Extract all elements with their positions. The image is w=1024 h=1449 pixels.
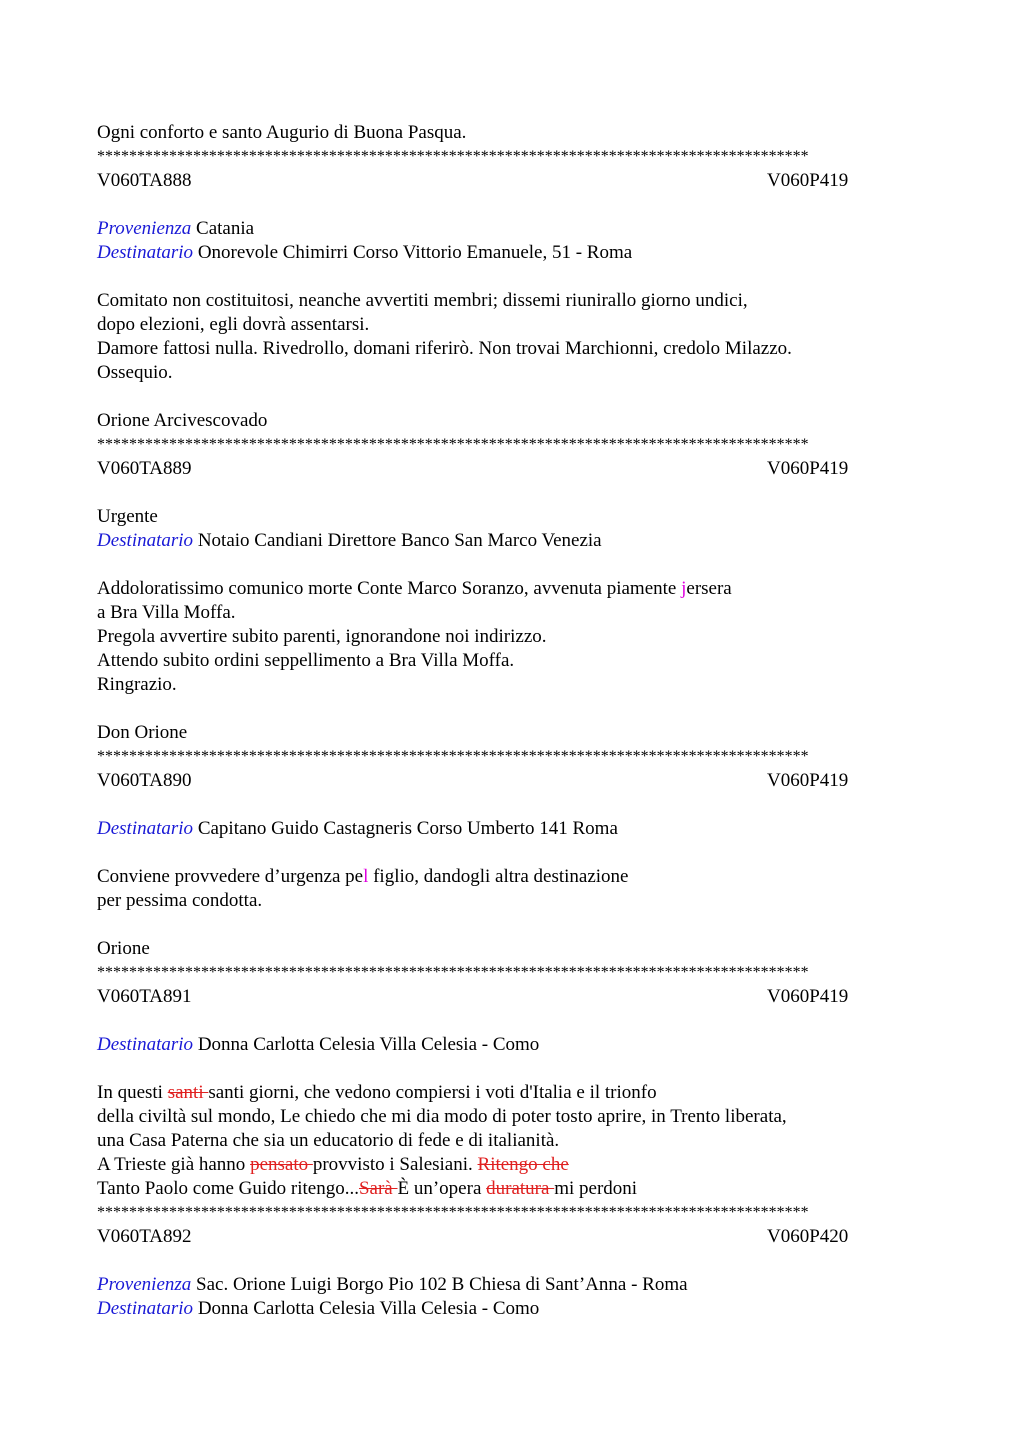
page-ref: V060P419: [767, 986, 849, 1007]
body-text: figlio, dandogli altra destinazione: [368, 866, 629, 887]
body-line: a Bra Villa Moffa.: [97, 602, 236, 623]
page-ref: V060P419: [767, 458, 849, 479]
letter-id: V060TA890: [97, 770, 192, 791]
body-line: [97, 865, 937, 889]
body-text: In questi: [97, 1082, 168, 1103]
page-ref: V060P419: [767, 770, 849, 791]
separator: *****************************************************************************************: [97, 436, 809, 453]
body-line: dopo elezioni, egli dovrà assentarsi.: [97, 314, 370, 335]
provenienza-label: Provenienza: [97, 218, 192, 239]
body-line: Pregola avvertire subito parenti, ignorandone noi indirizzo.: [97, 626, 547, 647]
destinatario-value: Donna Carlotta Celesia Villa Celesia - Como: [197, 1298, 540, 1319]
separator: *****************************************************************************************: [97, 748, 809, 765]
deleted-text: santi: [167, 1082, 209, 1103]
destinatario-label: Destinatario: [97, 1034, 194, 1055]
provenienza-line: [97, 1273, 937, 1297]
destinatario-label: Destinatario: [97, 530, 194, 551]
provenienza-value: Catania: [196, 218, 255, 239]
body-line: [97, 577, 937, 601]
intro-line: Ogni conforto e santo Augurio di Buona Pasqua.: [97, 122, 467, 143]
letter-id: V060TA889: [97, 458, 192, 479]
body-line: [97, 1081, 937, 1105]
separator: *****************************************************************************************: [97, 964, 809, 981]
destinatario-line: [97, 529, 937, 553]
body-line: Ringrazio.: [97, 674, 177, 695]
document-page: [97, 121, 937, 1321]
provenienza-line: [97, 217, 937, 241]
letter-id-row: [97, 985, 937, 1009]
body-text: ersera: [686, 578, 732, 599]
body-text: A Trieste già hanno: [97, 1154, 251, 1175]
destinatario-value: Donna Carlotta Celesia Villa Celesia - Como: [197, 1034, 540, 1055]
body-text: mi perdoni: [554, 1178, 638, 1199]
provenienza-value: Sac. Orione Luigi Borgo Pio 102 B Chiesa di Sant’Anna - Roma: [196, 1274, 688, 1295]
signature: Orione Arcivescovado: [97, 410, 268, 431]
body-line: per pessima condotta.: [97, 890, 263, 911]
deleted-text: Ritengo che: [477, 1154, 569, 1175]
deleted-text: pensato: [250, 1154, 313, 1175]
destinatario-line: [97, 1033, 937, 1057]
destinatario-label: Destinatario: [97, 818, 194, 839]
signature: Orione: [97, 938, 150, 959]
destinatario-value: Capitano Guido Castagneris Corso Umberto 141 Roma: [197, 818, 618, 839]
letter-id-row: [97, 1225, 937, 1249]
body-line: Damore fattosi nulla. Rivedrollo, domani riferirò. Non trovai Marchionni, credolo Milazzo.: [97, 338, 792, 359]
body-text: Tanto Paolo come Guido ritengo...: [97, 1178, 359, 1199]
body-line: una Casa Paterna che sia un educatorio di fede e di italianità.: [97, 1130, 560, 1151]
destinatario-label: Destinatario: [97, 242, 194, 263]
body-line: Comitato non costituitosi, neanche avvertiti membri; dissemi riunirallo giorno undici,: [97, 290, 748, 311]
body-line: della civiltà sul mondo, Le chiedo che mi dia modo di poter tosto aprire, in Trento liberata,: [97, 1106, 787, 1127]
letter-id: V060TA888: [97, 170, 192, 191]
body-text: provvisto i Salesiani.: [312, 1154, 478, 1175]
destinatario-label: Destinatario: [97, 1298, 194, 1319]
page-ref: V060P420: [767, 1226, 849, 1247]
provenienza-label: Provenienza: [97, 1274, 192, 1295]
body-text: santi giorni, che vedono compiersi i voti d'Italia e il trionfo: [208, 1082, 657, 1103]
destinatario-value: Onorevole Chimirri Corso Vittorio Emanuele, 51 - Roma: [197, 242, 633, 263]
separator: *****************************************************************************************: [97, 1204, 809, 1221]
letter-id: V060TA891: [97, 986, 192, 1007]
page-ref: V060P419: [767, 170, 849, 191]
letter-id: V060TA892: [97, 1226, 192, 1247]
correction-mark: j: [681, 578, 687, 599]
destinatario-line: [97, 241, 937, 265]
body-line: Ossequio.: [97, 362, 173, 383]
letter-id-row: [97, 769, 937, 793]
signature: Don Orione: [97, 722, 188, 743]
body-text: Conviene provvedere d’urgenza pe: [97, 866, 364, 887]
deleted-text: duratura: [486, 1178, 555, 1199]
letter-id-row: [97, 169, 937, 193]
body-text: Addoloratissimo comunico morte Conte Marco Soranzo, avvenuta piamente: [97, 578, 682, 599]
body-text: È un’opera: [397, 1178, 487, 1199]
deleted-text: Sarà: [358, 1178, 398, 1199]
destinatario-line: [97, 817, 937, 841]
separator: *****************************************************************************************: [97, 148, 809, 165]
body-line: [97, 1177, 937, 1201]
destinatario-value: Notaio Candiani Direttore Banco San Marco Venezia: [197, 530, 602, 551]
destinatario-line: [97, 1297, 937, 1321]
letter-id-row: [97, 457, 937, 481]
body-line: [97, 1153, 937, 1177]
correction-mark: l: [363, 866, 369, 887]
urgent-note: Urgente: [97, 506, 158, 527]
body-line: Attendo subito ordini seppellimento a Bra Villa Moffa.: [97, 650, 515, 671]
